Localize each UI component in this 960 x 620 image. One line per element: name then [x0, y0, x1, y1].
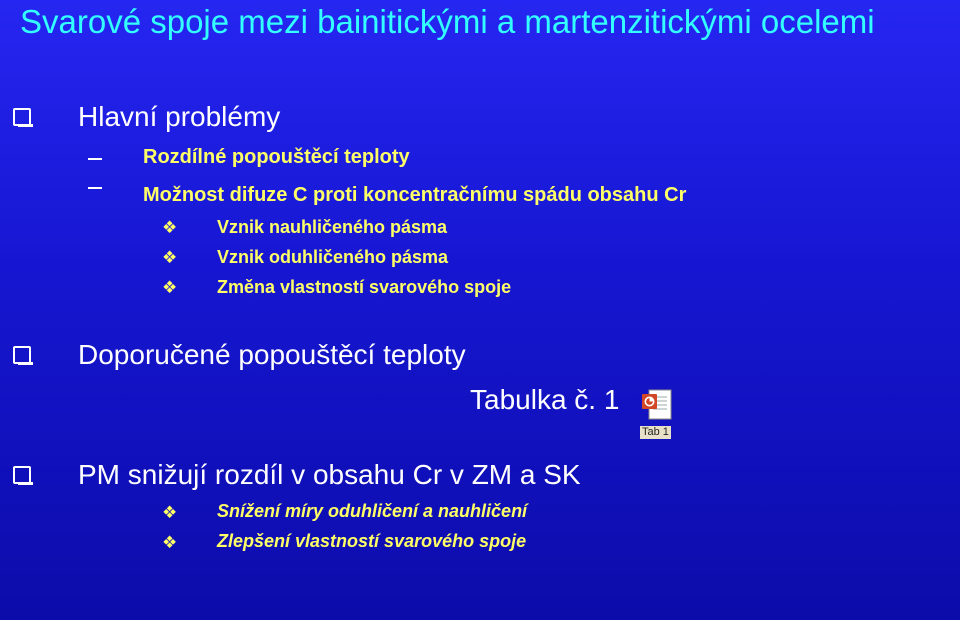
diamond-bullet-icon: ❖: [162, 218, 178, 237]
bullet-item: Možnost difuze C proti koncentračnímu spádu obsahu Cr: [143, 184, 687, 206]
bullet-item: Rozdílné popouštěcí teploty: [143, 146, 410, 168]
checkbox-bullet-icon: [13, 108, 31, 126]
section-heading-main-problems: Hlavní problémy: [78, 101, 281, 132]
section-heading-pm: PM snižují rozdíl v obsahu Cr v ZM a SK: [78, 459, 581, 490]
diamond-bullet-icon: ❖: [162, 278, 178, 297]
table-reference: Tabulka č. 1: [470, 384, 620, 415]
powerpoint-document-icon[interactable]: [640, 388, 674, 422]
checkbox-bullet-icon: [13, 346, 31, 364]
section-heading-tempering: Doporučené popouštěcí teploty: [78, 339, 466, 370]
embedded-object-label[interactable]: Tab 1: [642, 426, 669, 438]
dash-bullet-icon: [88, 158, 102, 160]
sub-bullet-item: Vznik nauhličeného pásma: [217, 217, 448, 237]
sub-bullet-item: Změna vlastností svarového spoje: [217, 277, 512, 297]
sub-bullet-item: Vznik oduhličeného pásma: [217, 247, 449, 267]
diamond-bullet-icon: ❖: [162, 533, 178, 552]
diamond-bullet-icon: ❖: [162, 503, 178, 522]
sub-bullet-item: Zlepšení vlastností svarového spoje: [217, 531, 527, 551]
checkbox-bullet-icon: [13, 466, 31, 484]
dash-bullet-icon: [88, 187, 102, 189]
sub-bullet-item: Snížení míry oduhličení a nauhličení: [217, 501, 528, 521]
slide-title: Svarové spoje mezi bainitickými a martenzitickými ocelemi: [20, 3, 875, 40]
diamond-bullet-icon: ❖: [162, 248, 178, 267]
